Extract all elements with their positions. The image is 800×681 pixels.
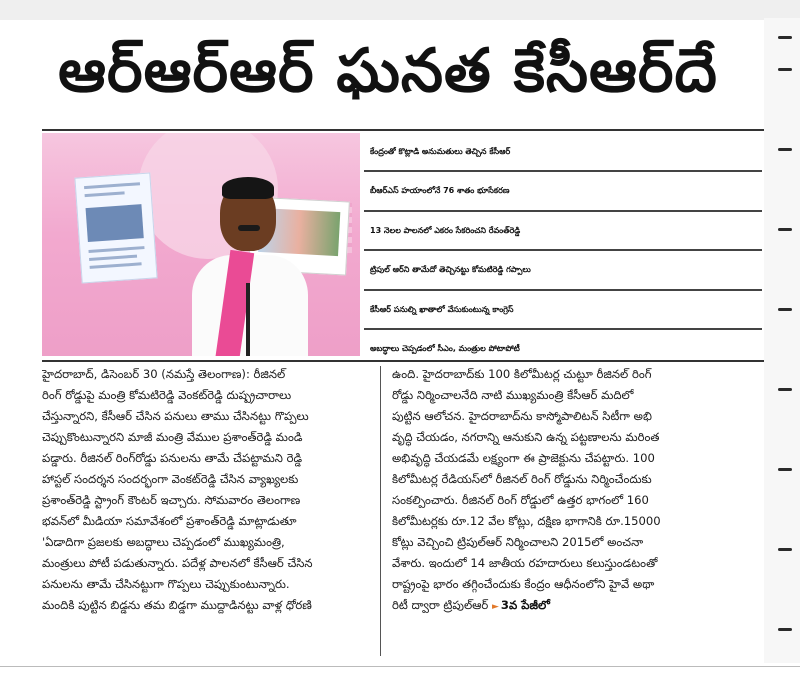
body-line: హాస్టల్ సందర్శన సందర్భంగా వెంకట్‌రెడ్డి చేసిన వ్యాఖ్యలకు [42,472,299,486]
body-line: ఉంది. హైదరాబాద్‌కు 100 కిలోమీటర్ల చుట్టూ రీజినల్ రింగ్ [392,367,652,381]
subheading: అబద్ధాలు చెప్పడంలో సీఎం, మంత్రుల పోటాపోటీ [370,343,520,353]
body-line: పనులను తామే చేసినట్టుగా గొప్పలు చెప్పుకుంటున్నారు. [42,577,290,591]
speaker-figure [182,163,322,356]
body-line: రింగ్ రోడ్డుపై మంత్రి కోమటిరెడ్డి వెంకట్‌రెడ్డి దుష్ప్రచారాలు [42,388,292,402]
strip-mark [778,388,792,391]
article-column-1 [42,364,370,664]
strip-mark [778,468,792,471]
body-line: అభివృద్ధి చేయడమే లక్ష్యంగా ఈ ప్రాజెక్టును చేపట్టారు. 100 [392,451,655,465]
strip-mark [778,228,792,231]
strip-mark [778,628,792,631]
body-line: భవన్‌లో మీడియా సమావేశంలో ప్రశాంత్‌రెడ్డి మాట్లాడుతూ [42,514,297,528]
subheading: ట్రిపుల్ ఆర్‌ని తామేదో తెచ్చినట్టు కోమటిరెడ్డి గప్పాలు [364,251,762,290]
headline: ఆర్‌ఆర్‌ఆర్ ఘనత కేసీఆర్‌దే [58,36,718,106]
body-line: పడ్డారు. రీజినల్ రింగ్‌రోడ్డు పనులను తామే చేపట్టామని రెడ్డి [42,451,303,465]
page-bottom-rule [0,666,800,667]
paper-line [89,255,137,261]
paper-line [90,262,142,269]
continued-on-page[interactable] [492,598,550,612]
body-line: ప్రశాంత్‌రెడ్డి స్ట్రాంగ్ కౌంటర్ ఇచ్చారు. సోమవారం తెలంగాణ [42,493,301,507]
strip-mark [778,308,792,311]
body-line: రాష్ట్రంపై భారం తగ్గించేందుకు కేంద్రం ఆధీనంలోని హైవే అథా [392,577,655,591]
subheading: 13 నెలల పాలనలో ఎకరం సేకరించని రేవంత్‌రెడ్డి [364,212,762,251]
page-top-band [0,0,800,20]
speaker-moustache [238,225,260,231]
subheading: కేంద్రంతో కొట్లాడి అనుమతులు తెచ్చిన కేసీఆర్ [364,133,762,172]
body-line: కిలోమీటర్లకు రూ.12 వేల కోట్లు, దక్షిణ భాగానికి రూ.15000 [392,514,661,528]
body-line: పుట్టిన ఆలోచన. హైదరాబాద్‌ను కాస్మోపాలిటన్ సిటీగా అభి [392,409,652,423]
subheadings [364,133,762,367]
strip-mark [778,548,792,551]
subheading: కేసీఆర్ పనుల్ని ఖాతాలో వేసుకుంటున్న కాంగ్రెస్ [364,291,762,330]
speaker-hair [222,177,274,199]
body-line: రోడ్డు నిర్మించాలనేది నాటి ముఖ్యమంత్రి కేసీఆర్ మదిలో [392,388,634,402]
strip-mark [778,68,792,71]
held-newspaper-left [74,172,157,283]
continue-arrow-icon: ► [491,602,499,612]
headline-rule [42,129,764,131]
body-line-text: రిటీ ద్వారా ట్రిపుల్‌ఆర్ [392,598,489,612]
body-line: మంత్రులు పోటీ పడుతున్నారు. పదేళ్ల పాలనలో కేసీఆర్ చేసిన [42,556,313,570]
body-line: వృద్ధి చేయడం, నగరాన్ని ఆనుకుని ఉన్న పట్టణాలను మరింత [392,430,660,444]
speaker-photo [42,133,360,356]
continued-label: 3వ పేజీలో [500,598,550,612]
subheading: బీఆర్‌ఎస్ హయాంలోనే 76 శాతం భూసేకరణ [364,172,762,211]
body-line: వేశారు. ఇందులో 14 జాతీయ రహదారులు కలుస్తుండటంతో [392,556,658,570]
paper-line [85,191,125,197]
body-line: కోట్లు వెచ్చించి ట్రిపుల్‌ఆర్ నిర్మించాలని 2015లో అంచనా [392,535,644,549]
body-line: మందికి పుట్టిన బిడ్డను తమ బిడ్డగా ముద్దాడినట్టు వాళ్ల ధోరణి [42,598,312,612]
paper-photo [86,204,144,242]
microphone-stand [246,283,250,356]
strip-mark [778,148,792,151]
article-column-2 [392,364,750,664]
body-line-last [392,595,750,618]
body-line: హైదరాబాద్, డిసెంబర్ 30 (నమస్తే తెలంగాణ): రీజినల్ [42,367,286,381]
body-line: చెప్పుకొంటున్నారని మాజీ మంత్రి వేముల ప్రశాంత్‌రెడ్డి మండి [42,430,303,444]
adjacent-column-strip [764,18,800,663]
body-line: చేస్తున్నారని, కేసీఆర్ చేసిన పనులు తాము చేసినట్టు గొప్పలు [42,409,309,423]
paper-line [88,246,144,253]
body-line: కిలోమీటర్ల రేడియస్‌లో రీజినల్ రింగ్ రోడ్డును నిర్మించేందుకు [392,472,652,486]
strip-mark [778,36,792,39]
paper-line [84,182,140,189]
column-divider [380,366,381,656]
body-rule [42,360,764,362]
body-line: 'ఏడాదిగా ప్రజలకు అబద్ధాలు చెప్పడంలో ముఖ్యమంత్రి, [42,535,285,549]
body-line: సంకల్పించారు. రీజినల్ రింగ్ రోడ్డులో ఉత్తర భాగంలో 160 [392,493,649,507]
